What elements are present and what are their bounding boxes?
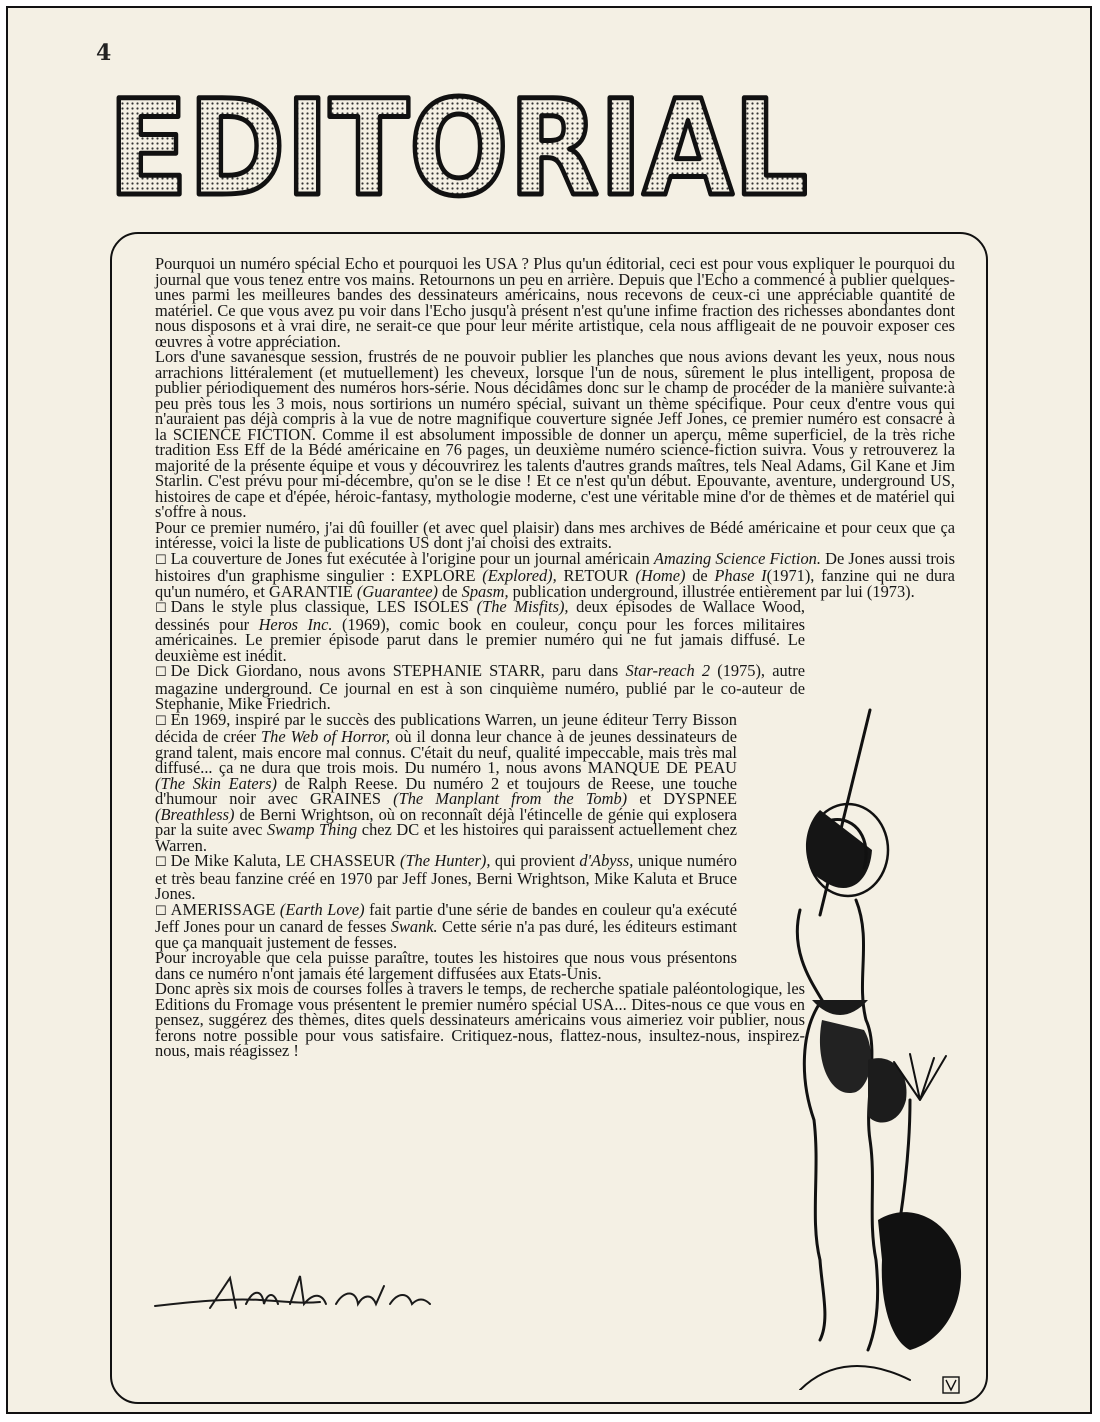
- artist-monogram: [942, 1376, 960, 1394]
- list-item-earth-love: ☐ AMERISSAGE (Earth Love) fait partie d'une série de bandes en couleur qu'a exécuté Jeff Jones pour un canard de fesses Swank. Cette série n'a pas duré, les éditeurs estimant que ça manquait justement de fesses.: [155, 899, 737, 952]
- checkbox-glyph: ☐: [155, 713, 167, 729]
- checkbox-glyph: ☐: [155, 903, 167, 919]
- paragraph-intro: Pourquoi un numéro spécial Echo et pourquoi les USA ? Plus qu'un éditorial, ceci est pour vous expliquer le pourquoi du journal que vous tenez entre vos mains. Retournons un peu en arrière. Depuis que l'Echo a commencé à publier quelques-unes parmi les meilleures bandes des dessinateurs américains, nous recevons de ceux-ci une appréciable quantité de matériel. Ce que vous avez pu voir dans l'Echo jusqu'à présent n'est qu'une infime fraction des richesses abondantes dont nous disposons et à vrai dire, ne serait-ce que pour leur mérite artistique, cela nous affligeait de ne pouvoir exposer ces œuvres à votre appréciation.: [155, 254, 955, 351]
- checkbox-glyph: ☐: [155, 665, 167, 680]
- editor-signature: [150, 1268, 460, 1328]
- editorial-masthead: [100, 66, 820, 216]
- checkbox-glyph: ☐: [155, 601, 167, 616]
- checkbox-glyph: ☐: [155, 552, 167, 568]
- paragraph-sources: Pour ce premier numéro, j'ai dû fouiller (et avec quel plaisir) dans mes archives de Bédé américaine et pour ceux que ça intéresse, voici la liste de publications US dont j'ai choisi des extraits.: [155, 517, 955, 552]
- list-item-misfits: ☐ Dans le style plus classique, LES ISOLES (The Misfits), deux épisodes de Wallace Wood, dessinés pour Heros Inc. (1969), comic book en couleur, conçu pour les forces militaires américaines. Le premier épisode parut dans le premier numéro qui ne fut jamais diffusé. Le deuxième est inédit.: [155, 597, 806, 665]
- paragraph-distribution: Pour incroyable que cela puisse paraître, toutes les histoires que nous vous présentons dans ce numéro n'ont jamais été largement diffusées aux Etats-Unis.: [155, 948, 737, 983]
- list-item-hunter: ☐ De Mike Kaluta, LE CHASSEUR (The Hunter), qui provient d'Abyss, unique numéro et très beau fanzine créé en 1970 par Jeff Jones, Berni Wrightson, Mike Kaluta et Bruce Jones.: [155, 851, 737, 903]
- paragraph-closing: Donc après six mois de courses folles à travers le temps, de recherche spatiale paléontologique, les Editions du Fromage vous présentent le premier numéro spécial USA... Dites-nous ce que vous en pensez, suggérez des thèmes, dites quels dessinateurs américains vous aimeriez voir publier, nous ferons notre possible pour vous satisfaire. Critiquez-nous, flattez-nous, insultez-nous, inspirez-nous, mais réagissez !: [155, 979, 805, 1060]
- list-item-cover: ☐ La couverture de Jones fut exécutée à l'origine pour un journal américain Amazing Science Fiction. De Jones aussi trois histoires d'un graphisme singulier : EXPLORE (Explored), RETOUR (Home) de Phase I(1971), fanzine qui ne dura qu'un numéro, et GARANTIE (Guarantee) de Spasm, publication underground, illustrée entièrement par lui (1973).: [155, 548, 956, 601]
- masthead-title: EDITORIAL: [108, 72, 808, 216]
- list-item-web-of-horror: ☐ En 1969, inspiré par le succès des publications Warren, un jeune éditeur Terry Bisson décida de créer The Web of Horror, où il donna leur chance à de jeunes dessinateurs de grand talent, mais encore mal connus. C'était du neuf, qualité impeccable, mais très mal diffusé... ça ne dura que trois mois. Du numéro 1, nous avons MANQUE DE PEAU (The Skin Eaters) de Ralph Reese. Du numéro 2 et toujours de Reese, une touche d'humour noir avec GRAINES (The Manplant from the Tomb) et DYSPNEE (Breathless) de Berni Wrightson, où on reconnaît déjà l'étincelle de génie qui explosera par la suite avec Swamp Thing chez DC et les histoires qui paraissent actuellement chez Warren.: [155, 709, 738, 855]
- checkbox-glyph: ☐: [155, 855, 167, 870]
- page-number: 4: [96, 40, 112, 66]
- paragraph-session: Lors d'une savanesque session, frustrés de ne pouvoir publier les planches que nous avions devant les yeux, nous nous arrachions littéralement (et mutuellement) les cheveux, lorsque l'un de nous, sûrement le plus intelligent, proposa de publier périodiquement des numéros hors-série. Nous décidâmes donc sur le champ de procéder de la manière suivante:à peu près tous les 3 mois, nous sortirions un numéro spécial, suivant un thème spécifique. Pour ceux d'entre vous qui n'auraient pas déjà compris à la vue de notre magnifique couverture signée Jeff Jones, ce premier numéro est consacré à la SCIENCE FICTION. Comme il est absolument impossible de donner un aperçu, même superficiel, de la très riche tradition Ess Eff de la Bédé américaine en 76 pages, un deuxième numéro science-fiction suivra. Vous y retrouverez la majorité de la présente équipe et vous y découvrirez les talents d'autres grands maîtres, tels Neal Adams, Gil Kane et Jim Starlin. C'est prévu pour mi-décembre, qu'on se le dise ! Et ce n'est qu'un début. Epouvante, aventure, underground US, histoires de cape et d'épée, héroic-fantasy, mythologie moderne, c'est une véritable mine d'or de thèmes et de matériel qui s'offre à nous.: [155, 347, 955, 521]
- list-item-stephanie-starr: ☐ De Dick Giordano, nous avons STEPHANIE STARR, paru dans Star-reach 2 (1975), autre magazine underground. Ce journal en est à son cinquième numéro, publié par le co-auteur de Stephanie, Mike Friedrich.: [155, 661, 805, 713]
- warrior-illustration: [760, 700, 970, 1390]
